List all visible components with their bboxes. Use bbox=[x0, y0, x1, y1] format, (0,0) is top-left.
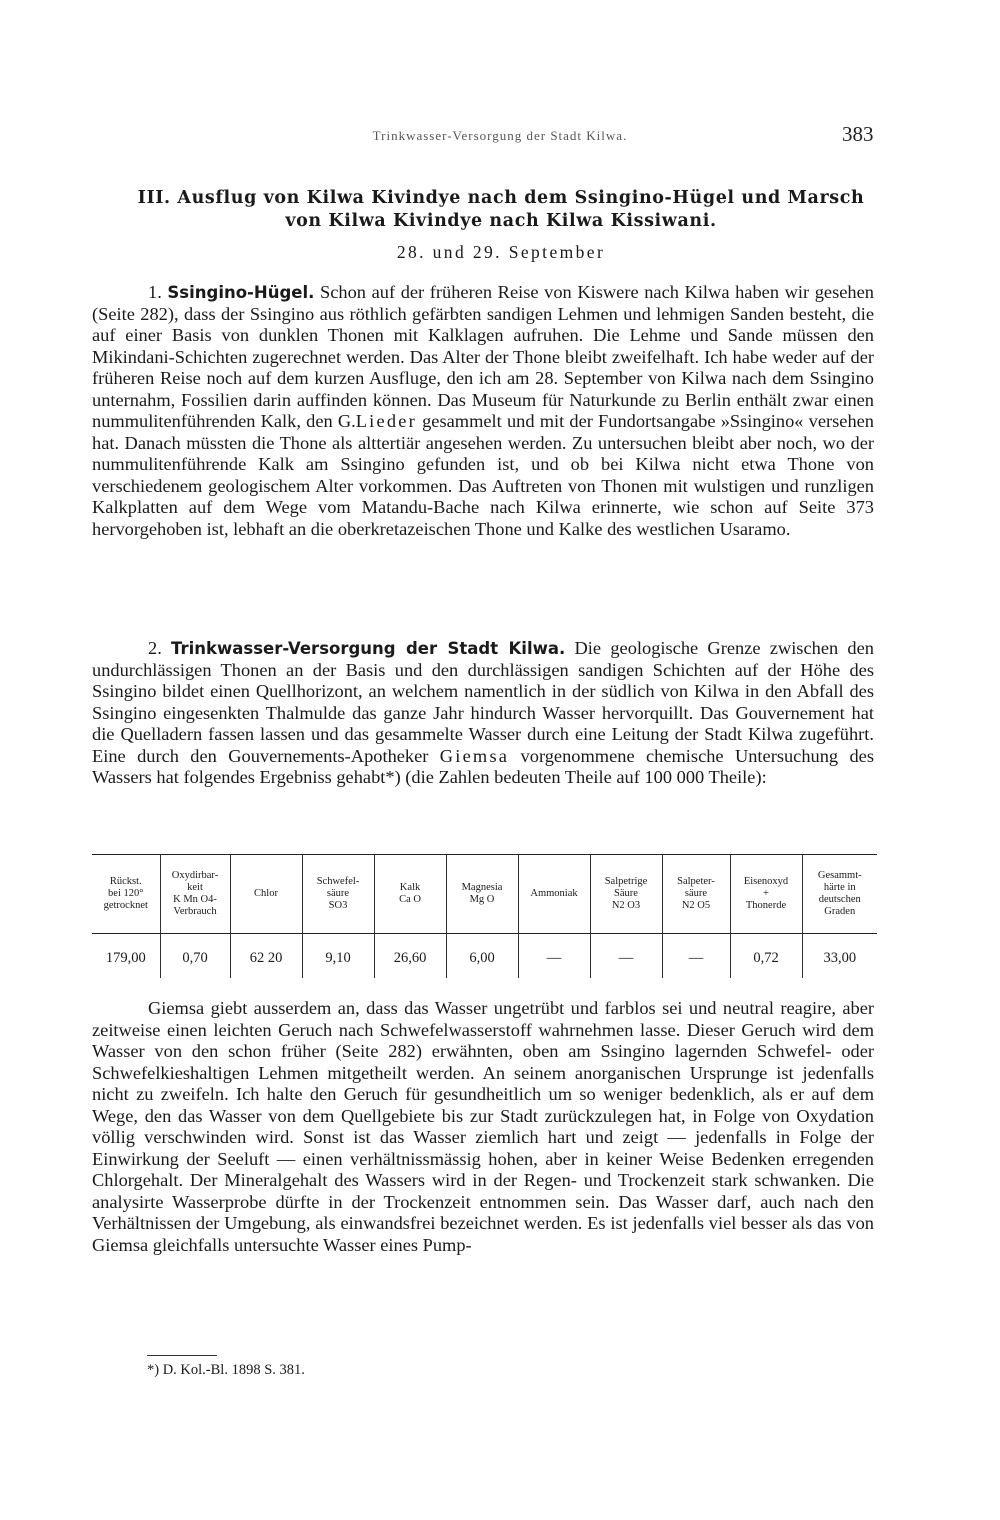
person-name-giemsa: Giemsa bbox=[439, 745, 510, 766]
section-2-paragraph bbox=[92, 638, 874, 789]
table-cell: — bbox=[590, 934, 662, 979]
table-header-cell: Rückst. bei 120° getrocknet bbox=[92, 855, 160, 934]
section-2-text-b: vorgenommene chemische Untersuchung des Wassers hat folgendes Ergebniss gehabt*) (die Zahlen bedeuten Theile auf 100 000 Theile): bbox=[92, 745, 874, 787]
table-header-cell: Schwefel- säure SO3 bbox=[302, 855, 374, 934]
person-name-lieder: Lieder bbox=[355, 411, 417, 431]
table-header-cell: Gesammt- härte in deutschen Graden bbox=[802, 855, 877, 934]
table-header-cell: Kalk Ca O bbox=[374, 855, 446, 934]
table-header-cell: Chlor bbox=[230, 855, 302, 934]
table-row bbox=[92, 934, 877, 979]
table-header-cell: Magnesia Mg O bbox=[446, 855, 518, 934]
table-cell: 33,00 bbox=[802, 934, 877, 979]
closing-paragraph-text: Giemsa giebt ausserdem an, dass das Wasser ungetrübt und farblos sei und neutral reagire, aber zeitweise einen leichten Geruch nach Schwefelwasserstoff wahrnehmen lasse. Dieser Geruch wird dem Wasser von den schon früher (Seite 282) erwähnten, oben am Ssingino lagernden Schwefel- oder Schwefelkieshaltigen Lehmen mitgetheilt werden. An seinem anorganischen Ursprunge ist jedenfalls nicht zu zweifeln. Ich halte den Geruch für gesundheitlich um so weniger bedenklich, als er auf dem Wege, den das Wasser von dem Quellgebiete bis zur Stadt zurückzulegen hat, in Folge von Oxydation völlig verschwinden wird. Sonst ist das Wasser ziemlich hart und zeigt — jedenfalls in Folge der Einwirkung der Seeluft — einen verhältnissmässig hohen, aber in keiner Weise Bedenken erregenden Chlorgehalt. Der Mineralgehalt des Wassers wird in der Regen- und Trockenzeit stark schwanken. Die analysirte Wasserprobe dürfte in der Trockenzeit entnommen sein. Das Wasser darf, auch nach den Verhältnissen der Umgebung, als einwandsfrei bezeichnet werden. Es ist jedenfalls viel besser als das von Giemsa gleichfalls untersuchte Wasser eines Pump- bbox=[92, 998, 874, 1255]
section-1-paragraph bbox=[92, 282, 874, 540]
section-1-text-b: gesammelt und mit der Fundortsangabe »Ssingino« versehen hat. Danach müssten die Thone als alttertiär angesehen werden. Zu untersuchen bleibt aber noch, wo der nummulitenführende Kalk am Ssingino gefunden ist, und ob bei Kilwa nicht etwa Thone von verschiedenem geologischem Alter vorkommen. Das Auftreten von Thonen mit wulstigen und runzligen Kalkplatten auf dem Wege vom Matandu-Bache nach Kilwa erinnerte, wie schon auf Seite 373 hervorgehoben ist, lebhaft an die oberkretazeischen Thone und Kalke des westlichen Usaramo. bbox=[92, 411, 874, 539]
page-number: 383 bbox=[842, 122, 874, 146]
dateline: 28. und 29. September bbox=[396, 242, 606, 262]
chapter-heading-line-2: von Kilwa Kivindye nach Kilwa Kissiwani. bbox=[285, 211, 717, 231]
table-cell: 0,72 bbox=[730, 934, 802, 979]
section-1-text-a: Schon auf der früheren Reise von Kiswere nach Kilwa haben wir gesehen (Seite 282), dass der Ssingino aus röthlich gefärbten sandigen Lehmen und lehmigen Sanden besteht, die auf einer Basis von dunklen Thonen mit Kalklagen aufruhen. Die Lehme und Sande müssen den Mikindani-Schichten zugerechnet werden. Das Alter der Thone bleibt zweifelhaft. Ich habe weder auf der früheren Reise noch auf dem kurzen Ausfluge, den ich am 28. September von Kilwa nach dem Ssingino unternahm, Fossilien darin auffinden können. Das Museum für Naturkunde zu Berlin enthält zwar einen nummulitenführenden Kalk, den G. bbox=[92, 282, 874, 431]
table-header-cell: Ammoniak bbox=[518, 855, 590, 934]
table-cell: 26,60 bbox=[374, 934, 446, 979]
chapter-heading bbox=[90, 187, 912, 233]
section-2-title: Trinkwasser-Versorgung der Stadt Kilwa. bbox=[171, 639, 566, 658]
table-cell: 6,00 bbox=[446, 934, 518, 979]
table-cell: 9,10 bbox=[302, 934, 374, 979]
section-1-number: 1. bbox=[148, 282, 162, 302]
table-cell: — bbox=[662, 934, 730, 979]
table-cell: 179,00 bbox=[105, 949, 146, 966]
table-cell: 0,70 bbox=[160, 934, 230, 979]
closing-paragraph bbox=[92, 998, 874, 1256]
footnote-divider bbox=[147, 1355, 217, 1356]
table-cell: 62 20 bbox=[230, 934, 302, 979]
footnote: *) D. Kol.-Bl. 1898 S. 381. bbox=[147, 1362, 305, 1378]
table-header-cell: Salpetrige Säure N2 O3 bbox=[590, 855, 662, 934]
section-2-text-a: Die geologische Grenze zwischen den undurchlässigen Thonen an der Basis und den durchlässigen sandigen Schichten auf der Höhe des Ssingino bildet einen Quellhorizont, an welchem namentlich in der südlich von Kilwa in den Abfall des Ssingino eingesenkten Thalmulde das ganze Jahr hindurch Wasser hervorquillt. Das Gouvernement hat die Quelladern fassen lassen und das gesammelte Wasser durch eine Leitung der Stadt Kilwa zugeführt. Eine durch den Gouvernements-Apotheker bbox=[92, 638, 874, 766]
running-head: Trinkwasser-Versorgung der Stadt Kilwa. bbox=[372, 128, 628, 143]
section-1-title: Ssingino-Hügel. bbox=[167, 283, 315, 302]
water-analysis-table bbox=[92, 854, 877, 978]
table-header-cell: Oxydirbar- keit K Mn O4- Verbrauch bbox=[160, 855, 230, 934]
table-header-row bbox=[92, 855, 877, 934]
table-header-cell: Eisenoxyd + Thonerde bbox=[730, 855, 802, 934]
table-header-cell: Salpeter- säure N2 O5 bbox=[662, 855, 730, 934]
section-2-number: 2. bbox=[148, 638, 162, 658]
table-cell: — bbox=[518, 934, 590, 979]
chapter-heading-line-1: III. Ausflug von Kilwa Kivindye nach dem Ssingino-Hügel und Marsch bbox=[137, 188, 865, 208]
